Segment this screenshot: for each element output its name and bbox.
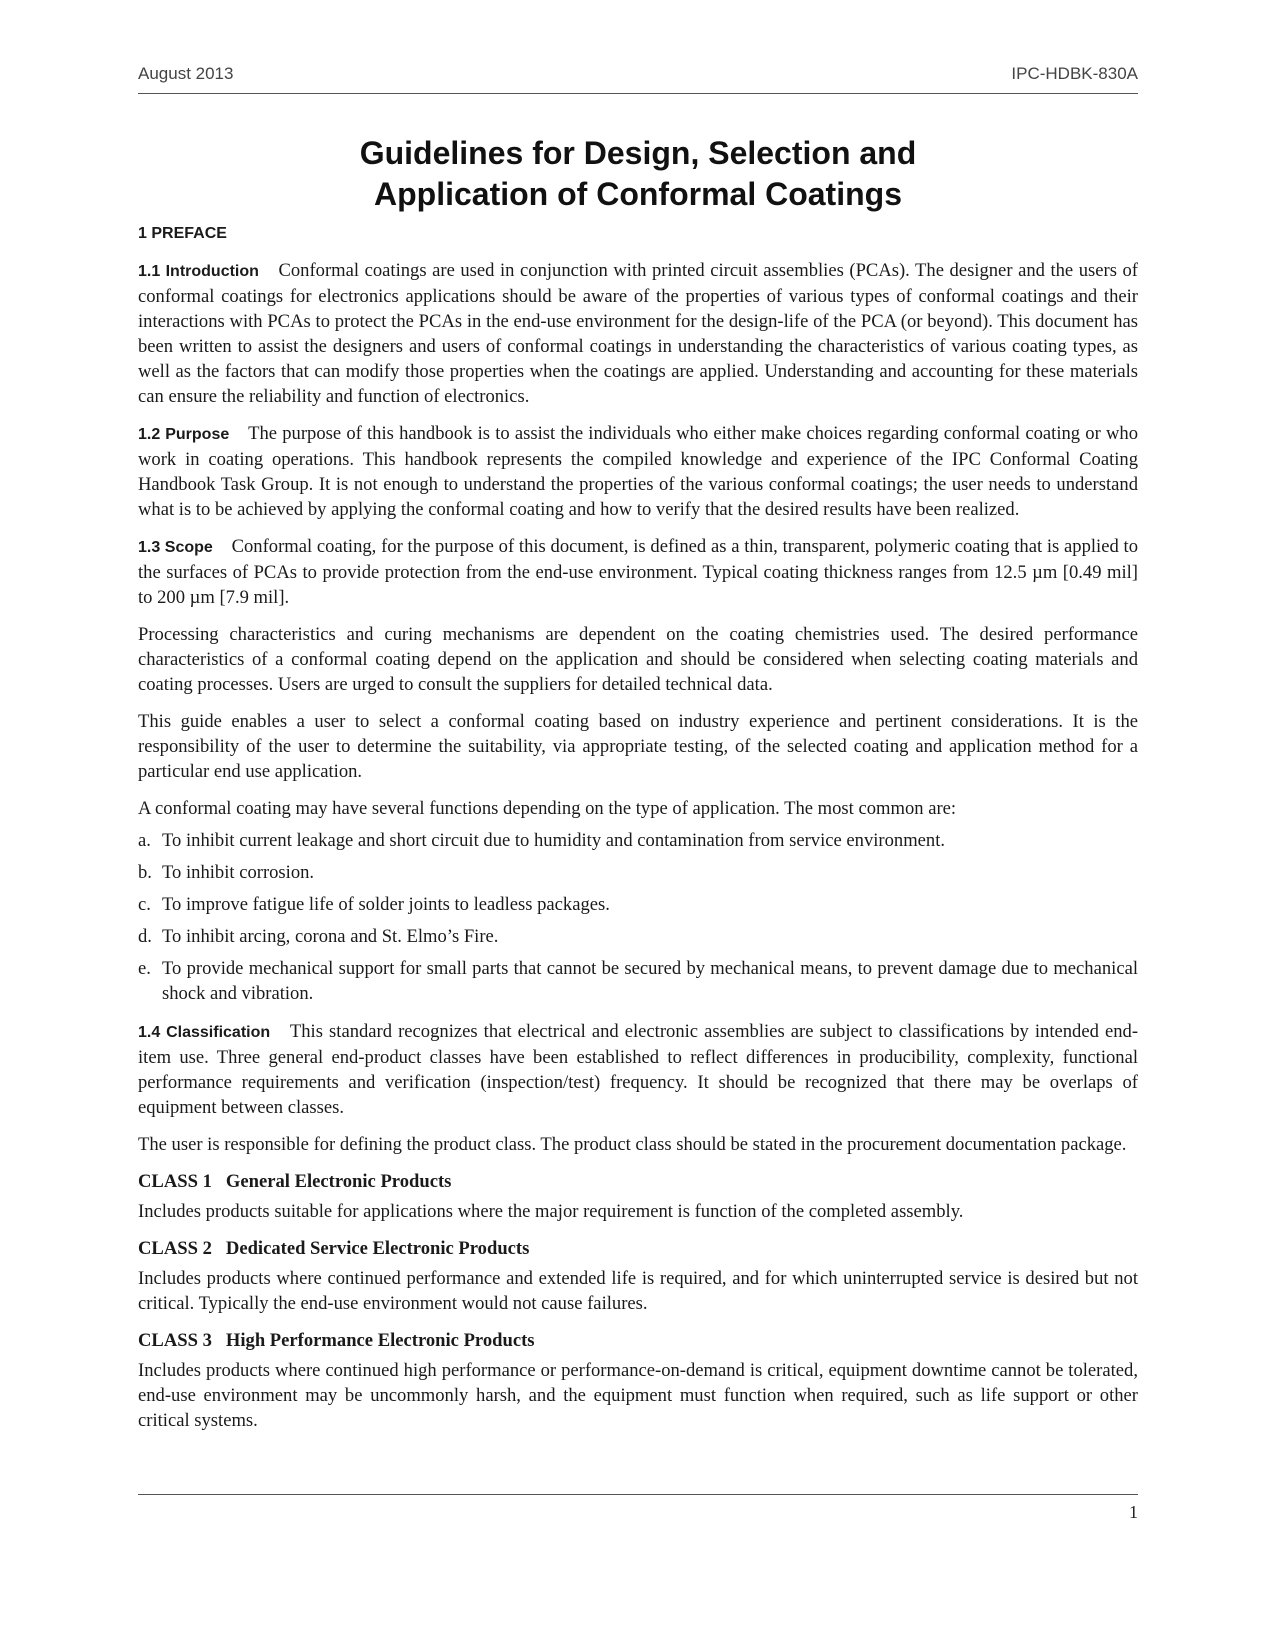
list-text: To inhibit arcing, corona and St. Elmo’s Fire.	[162, 926, 499, 947]
list-marker: a.	[138, 830, 151, 851]
list-text: To inhibit corrosion.	[162, 862, 315, 883]
purpose-paragraph	[138, 421, 1138, 522]
class-number: CLASS 3	[138, 1330, 212, 1351]
list-item	[138, 860, 1138, 885]
header-doc-id: IPC-HDBK-830A	[1011, 64, 1138, 83]
intro-text: Conformal coatings are used in conjunction with printed circuit assemblies (PCAs). The designer and the users of conformal coatings for electronics applications should be aware of the properties of various types of conformal coatings and their interactions with PCAs to protect the PCAs in the end-use environment for the design-life of the PCA (or beyond). This document has been written to assist the designers and users of conformal coatings in understanding the characteristics of various coating types, as well as the factors that can modify those properties when the coatings are applied. Understanding and accounting for these materials can ensure the reliability and function of electronics.	[138, 260, 1139, 407]
running-header	[138, 64, 1138, 86]
list-item	[138, 924, 1138, 949]
classification-heading: 1.4 Classification	[138, 1024, 271, 1041]
class-1-text: Includes products suitable for applications where the major requirement is function of the completed assembly.	[138, 1201, 964, 1222]
class-name: Dedicated Service Electronic Products	[225, 1238, 530, 1259]
classification-paragraph-2: The user is responsible for defining the product class. The product class should be stated in the procurement documentation package.	[138, 1134, 1127, 1155]
scope-paragraph	[138, 534, 1138, 610]
title-line-1: Guidelines for Design, Selection and	[359, 135, 917, 171]
list-item	[138, 956, 1138, 1006]
page-number: 1	[1129, 1502, 1138, 1522]
list-text: To provide mechanical support for small parts that cannot be secured by mechanical means, to prevent damage due to mechanical shock and vibration.	[162, 958, 1138, 1004]
class-1-heading	[138, 1169, 1138, 1194]
scope-paragraph-2: Processing characteristics and curing mechanisms are dependent on the coating chemistries used. The desired performance characteristics of a conformal coating depend on the application and should be considered when selecting coating materials and coating processes. Users are urged to consult the suppliers for detailed technical data.	[138, 624, 1138, 695]
document-title	[138, 133, 1138, 215]
class-name: High Performance Electronic Products	[225, 1330, 535, 1351]
class-3-heading	[138, 1328, 1138, 1353]
functions-list	[138, 828, 1138, 1006]
class-number: CLASS 2	[138, 1238, 212, 1259]
title-line-2: Application of Conformal Coatings	[374, 176, 902, 212]
document-body	[138, 224, 1138, 1445]
purpose-text: The purpose of this handbook is to assist the individuals who either make choices regarding conformal coating or who work in coating operations. This handbook represents the compiled knowledge and experience of the IPC Conformal Coating Handbook Task Group. It is not enough to understand the properties of the various conformal coatings; the user needs to understand what is to be achieved by applying the conformal coating and how to verify that the desired results have been realized.	[138, 423, 1139, 520]
class-3-text: Includes products where continued high performance or performance-on-demand is critical, equipment downtime cannot be tolerated, end-use environment may be uncommonly harsh, and the equipment must function when required, such as life support or other critical systems.	[138, 1360, 1138, 1431]
classification-paragraph	[138, 1019, 1138, 1120]
list-marker: d.	[138, 926, 152, 947]
header-date: August 2013	[138, 64, 234, 83]
list-item	[138, 892, 1138, 917]
class-name: General Electronic Products	[225, 1171, 452, 1192]
purpose-heading: 1.2 Purpose	[138, 426, 230, 443]
list-marker: e.	[138, 958, 151, 979]
header-rule	[138, 93, 1138, 94]
class-2-text: Includes products where continued performance and extended life is required, and for which uninterrupted service is desired but not critical. Typically the end-use environment would not cause failures.	[138, 1268, 1138, 1314]
document-page	[138, 0, 1138, 1650]
class-2-heading	[138, 1236, 1138, 1261]
preface-heading: 1 PREFACE	[138, 225, 227, 242]
intro-heading: 1.1 Introduction	[138, 263, 259, 280]
list-text: To inhibit current leakage and short circuit due to humidity and contamination from service environment.	[162, 830, 946, 851]
scope-paragraph-4: A conformal coating may have several functions depending on the type of application. The most common are:	[138, 798, 957, 819]
intro-paragraph	[138, 258, 1138, 409]
list-marker: c.	[138, 894, 151, 915]
list-text: To improve fatigue life of solder joints to leadless packages.	[162, 894, 610, 915]
scope-heading: 1.3 Scope	[138, 539, 213, 556]
classification-text: This standard recognizes that electrical and electronic assemblies are subject to classifications by intended end-item use. Three general end-product classes have been established to reflect differences in producibility, complexity, functional performance requirements and verification (inspection/test) frequency. It should be recognized that there may be overlaps of equipment between classes.	[138, 1021, 1139, 1118]
scope-paragraph-3: This guide enables a user to select a conformal coating based on industry experience and pertinent considerations. It is the responsibility of the user to determine the suitability, via appropriate testing, of the selected coating and application method for a particular end use application.	[138, 711, 1138, 782]
scope-text: Conformal coating, for the purpose of this document, is defined as a thin, transparent, polymeric coating that is applied to the surfaces of PCAs to provide protection from the end-use environment. Typical coating thickness ranges from 12.5 µm [0.49 mil] to 200 µm [7.9 mil].	[138, 536, 1139, 608]
list-marker: b.	[138, 862, 152, 883]
class-number: CLASS 1	[138, 1171, 212, 1192]
list-item	[138, 828, 1138, 853]
footer-rule	[138, 1494, 1138, 1495]
